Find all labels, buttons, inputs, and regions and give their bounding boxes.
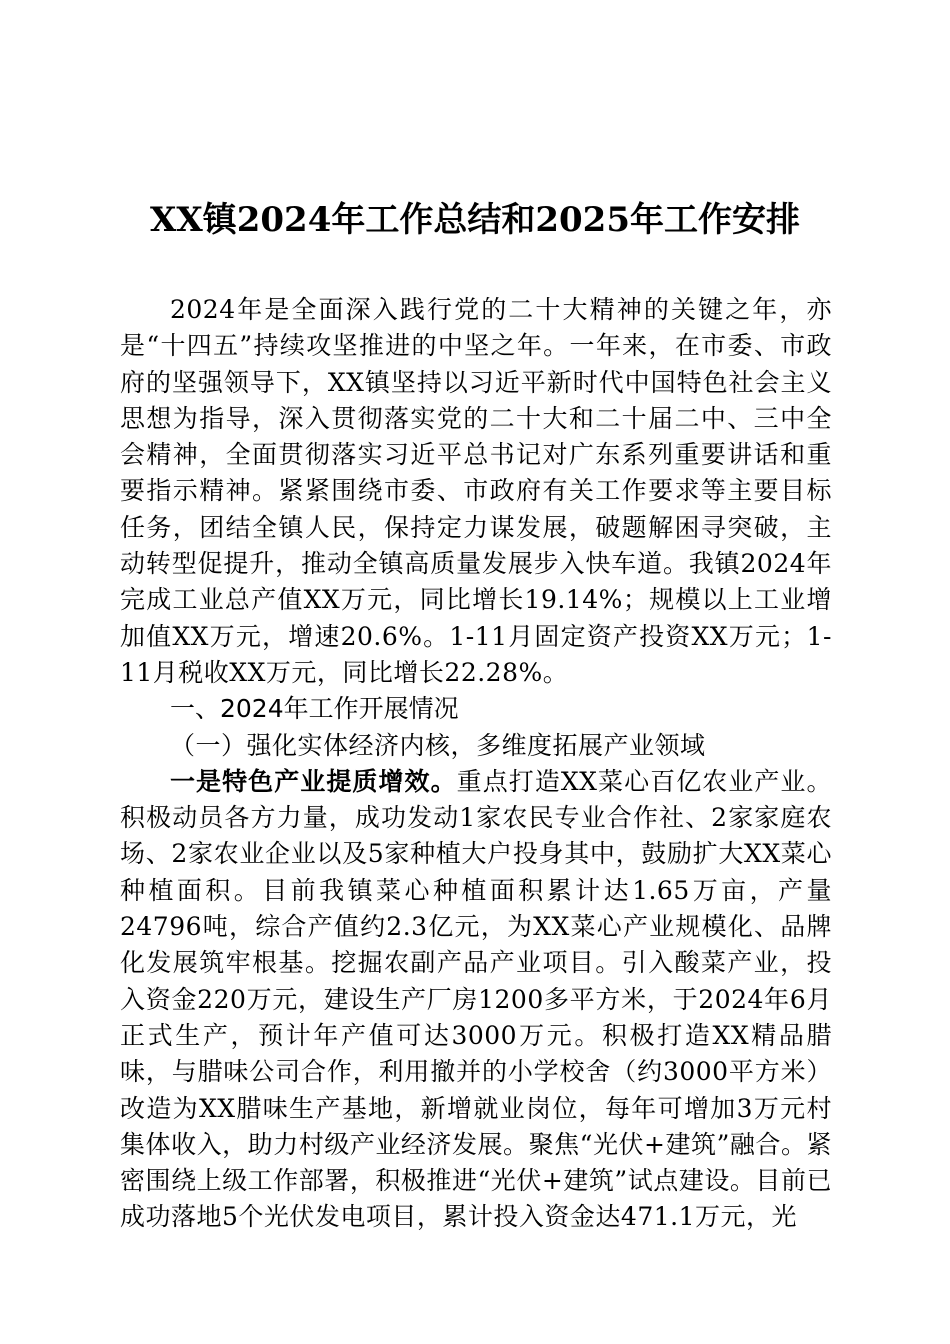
point-body: 重点打造XX菜心百亿农业产业。积极动员各方力量，成功发动1家农民专业合作社、2家家庭农场、2家农业企业以及5家种植大户投身其中，鼓励扩大XX菜心种植面积。目前我镇菜心种植面积累计达1.65万亩，产量24796吨，综合产值约2.3亿元，为XX菜心产业规模化、品牌化发展筑牢根基。挖掘农副产品产业项目。引入酸菜产业，投入资金220万元，建设生产厂房1200多平方米，于2024年6月正式生产，预计年产值可达3000万元。积极打造XX精品腊味，与腊味公司合作，利用撤并的小学校舍（约3000平方米）改造为XX腊味生产基地，新增就业岗位，每年可增加3万元村集体收入，助力村级产业经济发展。聚焦“光伏+建筑”融合。紧密围绕上级工作部署，积极推进“光伏+建筑”试点建设。目前已成功落地5个光伏发电项目，累计投入资金达471.1万元，光 [120,766,832,1232]
document-title: XX镇2024年工作总结和2025年工作安排 [149,200,801,240]
point-paragraph [120,764,832,1236]
section-heading: 一、2024年工作开展情况 [170,694,459,724]
intro-paragraph: 2024年是全面深入践行党的二十大精神的关键之年，亦是“十四五”持续攻坚推进的中坚之年。一年来，在市委、市政府的坚强领导下，XX镇坚持以习近平新时代中国特色社会主义思想为指导，深入贯彻落实党的二十大和二十届二中、三中全会精神，全面贯彻落实习近平总书记对广东系列重要讲话和重要指示精神。紧紧围绕市委、市政府有关工作要求等主要目标任务，团结全镇人民，保持定力谋发展，破题解困寻突破，主动转型促提升，推动全镇高质量发展步入快车道。我镇2024年完成工业总产值XX万元，同比增长19.14%；规模以上工业增加值XX万元，增速20.6%。1-11月固定资产投资XX万元；1-11月税收XX万元，同比增长22.28%。 [120,295,832,687]
subsection-heading: （一）强化实体经济内核，多维度拓展产业领域 [170,730,706,760]
point-lead: 一是特色产业提质增效。 [170,766,457,796]
document-body [120,292,832,1236]
